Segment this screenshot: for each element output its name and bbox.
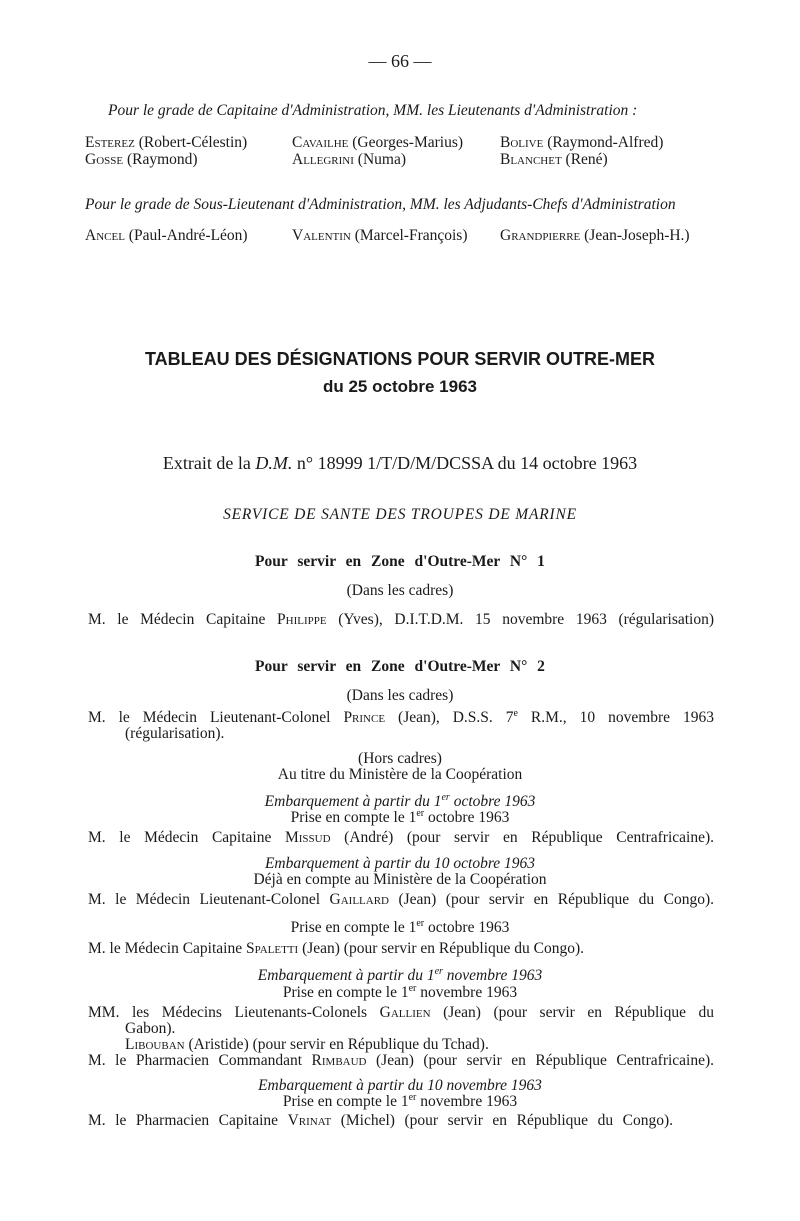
entry-vrinat: M. le Pharmacien Capitaine Vrinat (Michel) (pour servir en République du Congo). — [88, 1112, 674, 1129]
name-entry — [292, 150, 406, 169]
prise-en-compte-4: Prise en compte le 1er novembre 1963 — [282, 1092, 518, 1110]
name-entry — [292, 226, 468, 245]
entry-philippe: M. le Médecin Capitaine Philippe (Yves), D.I.T.D.M. 15 novembre 1963 (régularisation) — [88, 611, 714, 628]
surname: Allegrini — [292, 151, 354, 168]
embarquement-2: Embarquement à partir du 10 octobre 1963 — [264, 855, 536, 872]
given-names: (Robert-Célestin) — [138, 134, 248, 151]
surname: Esterez — [85, 134, 135, 151]
name-entry — [500, 150, 608, 169]
titre-ministere: Au titre du Ministère de la Coopération — [277, 766, 523, 783]
surname: Grandpierre — [500, 227, 581, 244]
given-names: (Raymond-Alfred) — [547, 134, 664, 151]
zone1-heading: Pour servir en Zone d'Outre-Mer N° 1 — [255, 553, 545, 570]
entry-gallien-cont: Gabon). — [125, 1020, 176, 1037]
section1-heading: Pour le grade de Capitaine d'Administration, MM. les Lieutenants d'Administration : — [108, 102, 638, 119]
surname: Gosse — [85, 151, 124, 168]
surname: Blanchet — [500, 151, 562, 168]
table-title: TABLEAU DES DÉSIGNATIONS POUR SERVIR OUTRE-MER — [144, 349, 656, 369]
given-names: (Georges-Marius) — [352, 134, 464, 151]
name-entry — [85, 150, 198, 169]
hors-cadres: (Hors cadres) — [358, 750, 442, 767]
extrait-line: Extrait de la D.M. n° 18999 1/T/D/M/DCSSA du 14 octobre 1963 — [162, 453, 638, 473]
name-entry — [85, 226, 248, 245]
entry-prince-cont: (régularisation). — [125, 725, 225, 742]
given-names: (Jean-Joseph-H.) — [584, 227, 690, 244]
prise-en-compte-1: Prise en compte le 1er octobre 1963 — [290, 808, 510, 826]
table-date: du 25 octobre 1963 — [322, 377, 477, 396]
zone2-heading: Pour servir en Zone d'Outre-Mer N° 2 — [255, 658, 545, 675]
entry-spaletti: M. le Médecin Capitaine Spaletti (Jean) (pour servir en République du Congo). — [88, 940, 585, 957]
prise-en-compte-3: Prise en compte le 1er novembre 1963 — [282, 983, 518, 1001]
entry-rimbaud: M. le Pharmacien Commandant Rimbaud (Jean) (pour servir en République Centrafricaine). — [88, 1052, 715, 1069]
deja-en-compte: Déjà en compte au Ministère de la Coopération — [253, 871, 547, 888]
entry-gaillard: M. le Médecin Lieutenant-Colonel Gaillard (Jean) (pour servir en République du Congo). — [88, 891, 715, 908]
given-names: (Raymond) — [126, 151, 198, 168]
zone2-cadres: (Dans les cadres) — [346, 687, 454, 704]
entry-libouban: Libouban (Aristide) (pour servir en République du Tchad). — [125, 1036, 489, 1053]
entry-gallien: MM. les Médecins Lieutenants-Colonels Gallien (Jean) (pour servir en République du — [88, 1004, 715, 1021]
entry-prince: M. le Médecin Lieutenant-Colonel Prince (Jean), D.S.S. 7e R.M., 10 novembre 1963 — [88, 708, 715, 726]
given-names: (Paul-André-Léon) — [128, 227, 248, 244]
given-names: (Numa) — [357, 151, 406, 168]
given-names: (René) — [565, 151, 608, 168]
surname: Valentin — [292, 227, 351, 244]
service-heading: SERVICE DE SANTE DES TROUPES DE MARINE — [223, 506, 577, 523]
zone1-cadres: (Dans les cadres) — [346, 582, 454, 599]
given-names: (Marcel-François) — [354, 227, 468, 244]
entry-missud: M. le Médecin Capitaine Missud (André) (pour servir en République Centrafricaine). — [88, 829, 714, 846]
prise-en-compte-2: Prise en compte le 1er octobre 1963 — [290, 918, 510, 936]
section2-heading: Pour le grade de Sous-Lieutenant d'Administration, MM. les Adjudants-Chefs d'Administration — [85, 196, 676, 213]
page-number: — 66 — — [368, 51, 432, 71]
embarquement-4: Embarquement à partir du 10 novembre 1963 — [258, 1077, 542, 1094]
surname: Bolive — [500, 134, 544, 151]
surname: Cavailhe — [292, 134, 349, 151]
name-entry — [500, 226, 690, 245]
embarquement-3: Embarquement à partir du 1er novembre 1963 — [257, 966, 543, 984]
embarquement-1: Embarquement à partir du 1er octobre 1963 — [264, 792, 536, 810]
surname: Ancel — [85, 227, 125, 244]
